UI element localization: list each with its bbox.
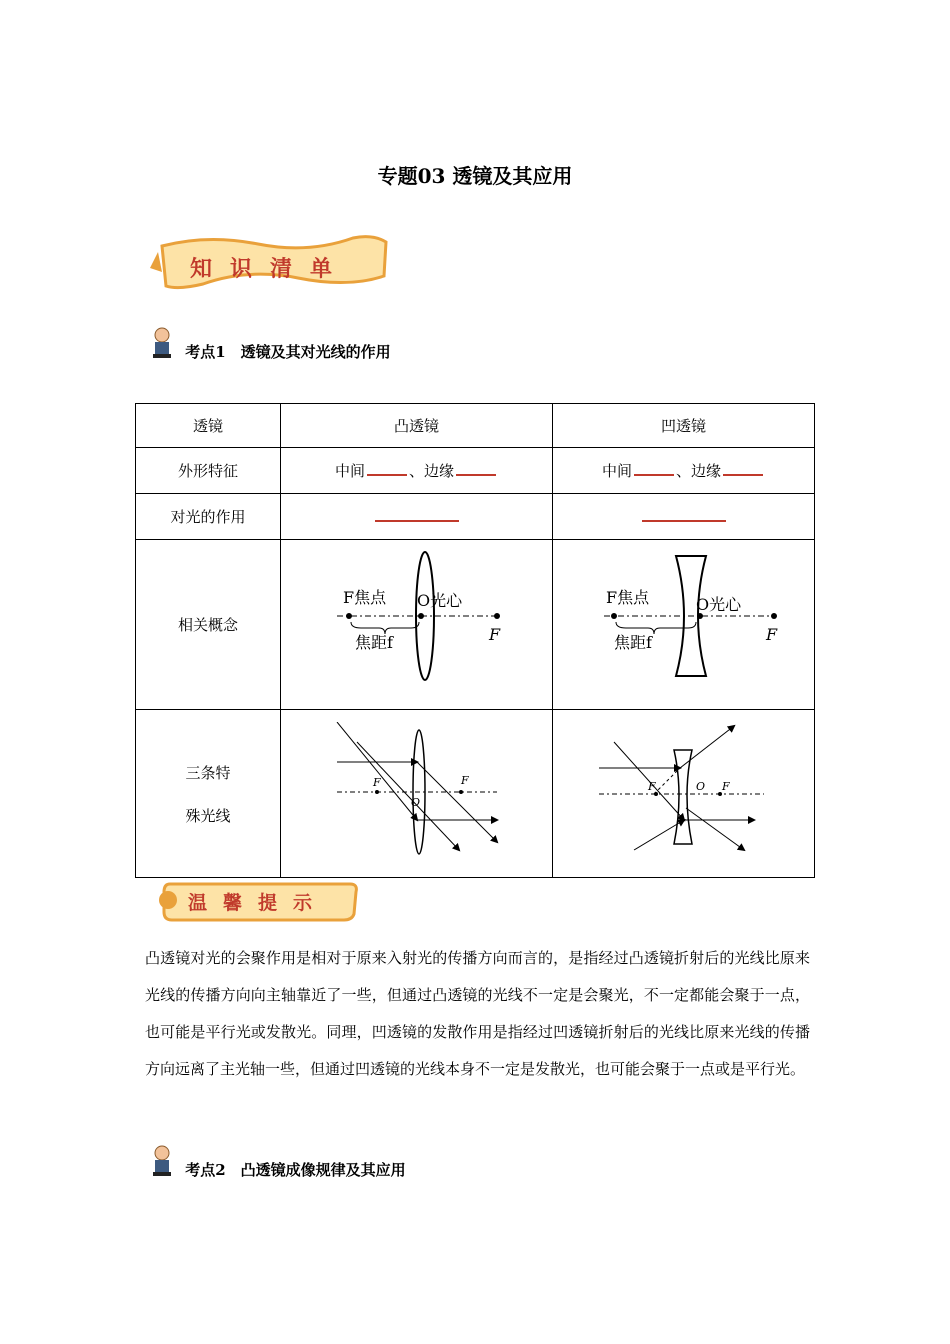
lens-table (135, 403, 815, 878)
header-concave: 凹透镜 (553, 404, 815, 448)
f-label: F (488, 624, 500, 644)
focal-length-label: 焦距f (613, 632, 652, 652)
focal-length-label: 焦距f (354, 632, 393, 652)
convex-edge-text: 、边缘 (409, 462, 455, 480)
fill-blank (375, 508, 459, 522)
concave-concept-diagram (553, 540, 815, 710)
page-title: 专题03 透镜及其应用 (377, 164, 573, 188)
banner-title: 温馨提示 (188, 892, 329, 914)
fill-blank (723, 462, 763, 476)
f-label: F (765, 624, 777, 644)
tip-paragraph: 凸透镜对光的会聚作用是相对于原来入射光的传播方向而言的，是指经过凸透镜折射后的光线比原来光线的传播方向向主轴靠近了一些，但通过凸透镜的光线不一定是会聚光，不一定都能会聚于一点，也可能是平行光或发散光。同理，凹透镜的发散作用是指经过凹透镜折射后的光线比原来光线的传播方向远离了主光轴一些，但通过凹透镜的光线本身不一定是发散光，也可能会聚于一点或是平行光。 (145, 949, 810, 1078)
knowledge-list-banner (148, 232, 393, 296)
focus-label: F焦点 (605, 587, 649, 607)
row-rays-label (136, 710, 281, 878)
header-convex: 凸透镜 (281, 404, 553, 448)
row-shape-label: 外形特征 (136, 448, 281, 494)
convex-concept-diagram (281, 540, 553, 710)
o-label: O (410, 795, 420, 809)
fill-blank (634, 462, 674, 476)
kaodian-2-text: 考点2 凸透镜成像规律及其应用 (185, 1161, 406, 1179)
convex-rays-diagram (281, 710, 553, 878)
concave-middle-text: 中间 (601, 462, 632, 480)
concave-rays-diagram (553, 710, 815, 878)
concave-effect-cell (553, 494, 815, 540)
o-label: O (695, 779, 705, 793)
tips-banner (150, 878, 360, 924)
teacher-avatar-icon (150, 326, 174, 364)
convex-middle-text: 中间 (334, 462, 365, 480)
f-label: F (721, 779, 730, 793)
f-label: F (372, 775, 381, 789)
banner-title: 知识清单 (190, 257, 351, 282)
header-lens: 透镜 (136, 404, 281, 448)
focus-label: F焦点 (342, 587, 386, 607)
kaodian-2-heading (150, 1144, 406, 1182)
concave-edge-text: 、边缘 (676, 462, 722, 480)
center-label: O光心 (416, 590, 462, 610)
convex-effect-cell (281, 494, 553, 540)
kaodian-1-heading (150, 326, 391, 364)
fill-blank (456, 462, 496, 476)
row-effect-label: 对光的作用 (136, 494, 281, 540)
rays-label-line1: 三条特 (185, 763, 231, 782)
f-label: F (460, 773, 469, 787)
convex-shape-cell (281, 448, 553, 494)
teacher-avatar-icon (150, 1144, 174, 1182)
f-label: F (647, 779, 656, 793)
center-label: O光心 (695, 594, 741, 614)
kaodian-1-text: 考点1 透镜及其对光线的作用 (185, 343, 391, 361)
rays-label-line2: 殊光线 (185, 806, 231, 825)
fill-blank (367, 462, 407, 476)
fill-blank (642, 508, 726, 522)
row-concept-label: 相关概念 (136, 540, 281, 710)
concave-shape-cell (553, 448, 815, 494)
